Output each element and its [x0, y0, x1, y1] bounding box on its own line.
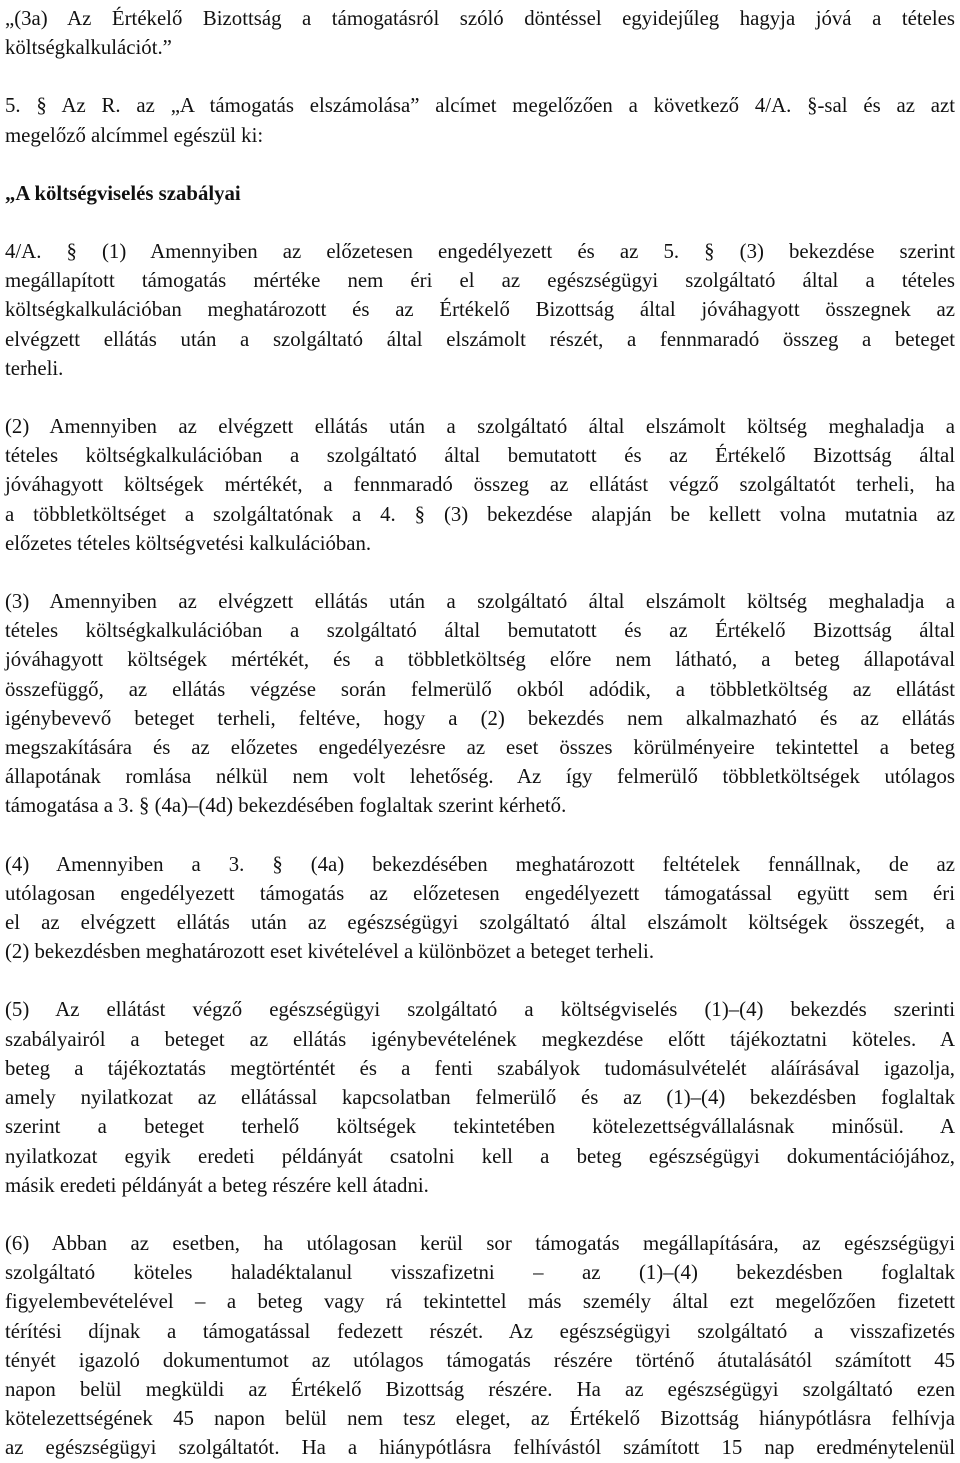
text-line: (5) Az ellátást végző egészségügyi szolgáltató a költségviselés (1)–(4) bekezdés szerinti [5, 998, 955, 1022]
text-line: 5. § Az R. az „A támogatás elszámolása” alcímet megelőzően a következő 4/A. §-sal és az azt [5, 94, 955, 118]
text-line: térítési díjnak a támogatással fedezett részét. Az egészségügyi szolgáltató a visszafizetés [5, 1319, 955, 1343]
text-line: el az elvégzett ellátás után az egészségügyi szolgáltató által elszámolt költségek összegét, a [5, 911, 955, 935]
text-line: (2) Amennyiben az elvégzett ellátás után a szolgáltató által elszámolt költség meghaladja a [5, 415, 955, 439]
paragraph-4a-4 [5, 850, 955, 967]
document-page [5, 4, 955, 1463]
text-line: utólagosan engedélyezett támogatás az előzetesen engedélyezett támogatással együtt sem éri [5, 881, 955, 905]
text-line: (2) bekezdésben meghatározott eset kivételével a különbözet a beteget terheli. [5, 940, 655, 964]
text-line: napon belül megküldi az Értékelő Bizottság részére. Ha az egészségügyi szolgáltató ezen [5, 1377, 955, 1401]
text-line: kötelezettségének 45 napon belül nem tesz eleget, az Értékelő Bizottság hiánypótlásra felhívja [5, 1407, 955, 1431]
text-line: megelőző alcímmel egészül ki: [5, 123, 264, 147]
text-line: állapotának romlása nélkül nem volt lehetőség. Az így felmerülő többletköltségek utólagos [5, 765, 955, 789]
text-line: elvégzett ellátás után a szolgáltató által elszámolt részét, a fennmaradó összeg a beteget [5, 327, 955, 351]
text-line: összefüggő, az ellátás végzése során felmerülő okból adódik, a többletköltség az ellátást [5, 677, 955, 701]
heading-text: „A költségviselés szabályai [5, 181, 241, 205]
text-line: amely nyilatkozat az ellátással kapcsolatban felmerülő és az (1)–(4) bekezdésben foglaltak [5, 1086, 955, 1110]
text-line: figyelembevételével – a beteg vagy rá tekintettel más személy által ezt megelőzően fizetett [5, 1290, 955, 1314]
text-line: 4/A. § (1) Amennyiben az előzetesen engedélyezett és az 5. § (3) bekezdése szerint [5, 240, 955, 264]
text-line: beteg a tájékoztatás megtörténtét és a fenti szabályok tudomásulvételét aláírásával igazolja, [5, 1056, 955, 1080]
text-line: tényét igazoló dokumentumot az utólagos támogatás részére történő átutalásától számított 45 [5, 1348, 955, 1372]
text-line: tételes költségkalkulációban a szolgáltató által bemutatott és az Értékelő Bizottság által [5, 444, 955, 468]
text-line: tételes költségkalkulációban a szolgáltató által bemutatott és az Értékelő Bizottság által [5, 619, 955, 643]
text-line: szolgáltató köteles haladéktalanul visszafizetni – az (1)–(4) bekezdésben foglaltak [5, 1261, 955, 1285]
text-line: szabályairól a beteget az ellátás igénybevételének megkezdése előtt tájékoztatni köteles. A [5, 1027, 955, 1051]
paragraph-4a-3 [5, 587, 955, 821]
paragraph-4a-5 [5, 995, 955, 1199]
text-line: a többletköltséget a szolgáltatónak a 4. § (3) bekezdése alapján be kellett volna mutatnia az [5, 502, 955, 526]
text-line: (3) Amennyiben az elvégzett ellátás után a szolgáltató által elszámolt költség meghaladja a [5, 590, 955, 614]
text-line: az egészségügyi szolgáltatót. Ha a hiánypótlásra felhívástól számított 15 nap eredménytelenül [5, 1436, 955, 1460]
text-line: jóváhagyott költségek mértékét, és a többletköltség előre nem látható, a beteg állapotával [5, 648, 955, 672]
text-line: jóváhagyott költségek mértékét, a fennmaradó összeg az ellátást végző szolgáltatót terheli, ha [5, 473, 955, 497]
text-line: „(3a) Az Értékelő Bizottság a támogatásról szóló döntéssel egyidejűleg hagyja jóvá a tételes [5, 7, 955, 30]
text-line: (4) Amennyiben a 3. § (4a) bekezdésében meghatározott feltételek fennállnak, de az [5, 852, 955, 876]
text-line: költségkalkulációt.” [5, 36, 172, 60]
text-line: támogatása a 3. § (4a)–(4d) bekezdésében foglaltak szerint kérhető. [5, 794, 567, 818]
text-line: nyilatkozat egyik eredeti példányát csatolni kell a beteg egészségügyi dokumentációjához, [5, 1144, 955, 1168]
text-line: előzetes tételes költségvetési kalkulációban. [5, 531, 372, 555]
paragraph-4a-2 [5, 412, 955, 558]
text-line: terheli. [5, 356, 64, 380]
paragraph-3a [5, 4, 955, 62]
paragraph-section-5 [5, 91, 955, 149]
subtitle-heading [5, 179, 955, 208]
text-line: igénybevevő beteget terheli, feltéve, hogy a (2) bekezdés nem alkalmazható és az ellátás [5, 706, 955, 730]
text-line: költségkalkulációban meghatározott és az Értékelő Bizottság által jóváhagyott összegnek az [5, 298, 955, 322]
paragraph-4a-1 [5, 237, 955, 383]
text-line: másik eredeti példányát a beteg részére kell átadni. [5, 1173, 429, 1197]
paragraph-4a-6 [5, 1229, 955, 1463]
text-line: (6) Abban az esetben, ha utólagosan kerül sor támogatás megállapítására, az egészségügyi [5, 1231, 955, 1255]
text-line: megszakítására és az előzetes engedélyezésre az eset összes körülményeire tekintettel a beteg [5, 736, 955, 760]
text-line: megállapított támogatás mértéke nem éri el az egészségügyi szolgáltató által a tételes [5, 269, 955, 293]
text-line: szerint a beteget terhelő költségek tekintetében kötelezettségvállalásnak minősül. A [5, 1115, 955, 1139]
